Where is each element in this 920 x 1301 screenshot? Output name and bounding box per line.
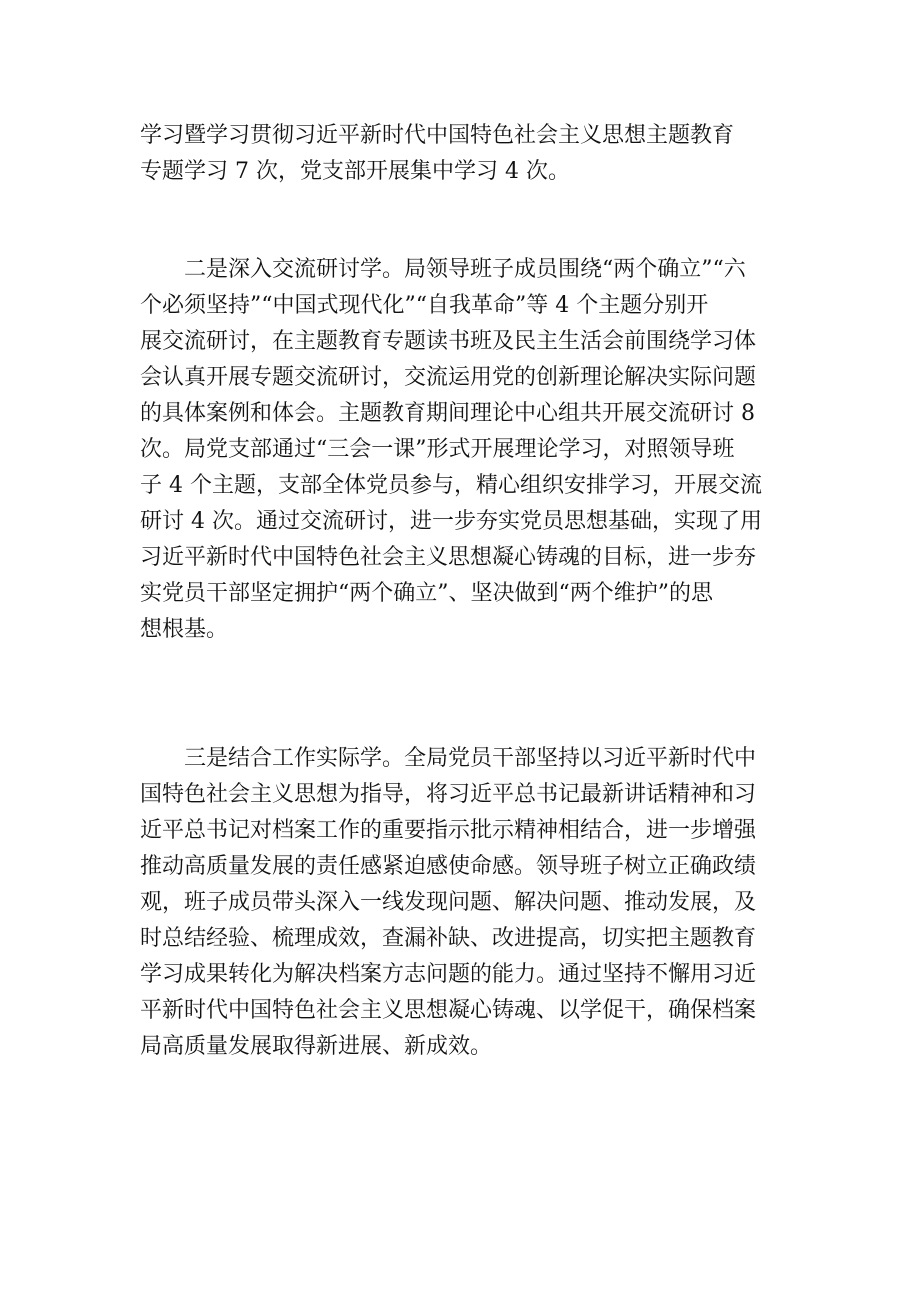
text-line: 研讨 4 次。通过交流研讨，进一步夯实党员思想基础，实现了用 xyxy=(140,509,762,534)
text-line: 专题学习 7 次，党支部开展集中学习 4 次。 xyxy=(140,159,570,184)
text-line: 展交流研讨，在主题教育专题读书班及民主生活会前围绕学习体 xyxy=(140,329,757,354)
text-line: 习近平新时代中国特色社会主义思想凝心铸魂的目标，进一步夯 xyxy=(140,545,757,570)
text-line: 子 4 个主题，支部全体党员参与，精心组织安排学习，开展交流 xyxy=(140,473,762,498)
text-line: 近平总书记对档案工作的重要指示批示精神相结合，进一步增强 xyxy=(140,818,757,843)
paragraph-work-practice xyxy=(140,741,786,1065)
text-line: 个必须坚持”“中国式现代化”“自我革命”等 4 个主题分别开 xyxy=(140,293,709,318)
text-line: 学习成果转化为解决档案方志问题的能力。通过坚持不懈用习近 xyxy=(140,962,757,987)
text-line: 想根基。 xyxy=(140,617,229,642)
paragraph-exchange-discussion xyxy=(140,252,786,648)
text-line: 实党员干部坚定拥护“两个确立”、坚决做到“两个维护”的思 xyxy=(140,581,713,606)
text-line: 平新时代中国特色社会主义思想凝心铸魂、以学促干，确保档案 xyxy=(140,998,757,1023)
text-line: 三是结合工作实际学。全局党员干部坚持以习近平新时代中 xyxy=(184,746,757,771)
text-line: 推动高质量发展的责任感紧迫感使命感。领导班子树立正确政绩 xyxy=(140,854,757,879)
text-line: 局高质量发展取得新进展、新成效。 xyxy=(140,1034,493,1059)
text-line: 观，班子成员带头深入一线发现问题、解决问题、推动发展，及 xyxy=(140,890,757,915)
paragraph-study-count xyxy=(140,118,786,190)
text-line: 学习暨学习贯彻习近平新时代中国特色社会主义思想主题教育 xyxy=(140,123,735,148)
text-line: 时总结经验、梳理成效，查漏补缺、改进提高，切实把主题教育 xyxy=(140,926,757,951)
text-line: 会认真开展专题交流研讨，交流运用党的创新理论解决实际问题 xyxy=(140,365,757,390)
text-line: 次。局党支部通过“三会一课”形式开展理论学习，对照领导班 xyxy=(140,437,735,462)
text-line: 二是深入交流研讨学。局领导班子成员围绕“两个确立”“六 xyxy=(184,257,746,282)
text-line: 国特色社会主义思想为指导，将习近平总书记最新讲话精神和习 xyxy=(140,782,757,807)
text-line: 的具体案例和体会。主题教育期间理论中心组共开展交流研讨 8 xyxy=(140,401,755,426)
